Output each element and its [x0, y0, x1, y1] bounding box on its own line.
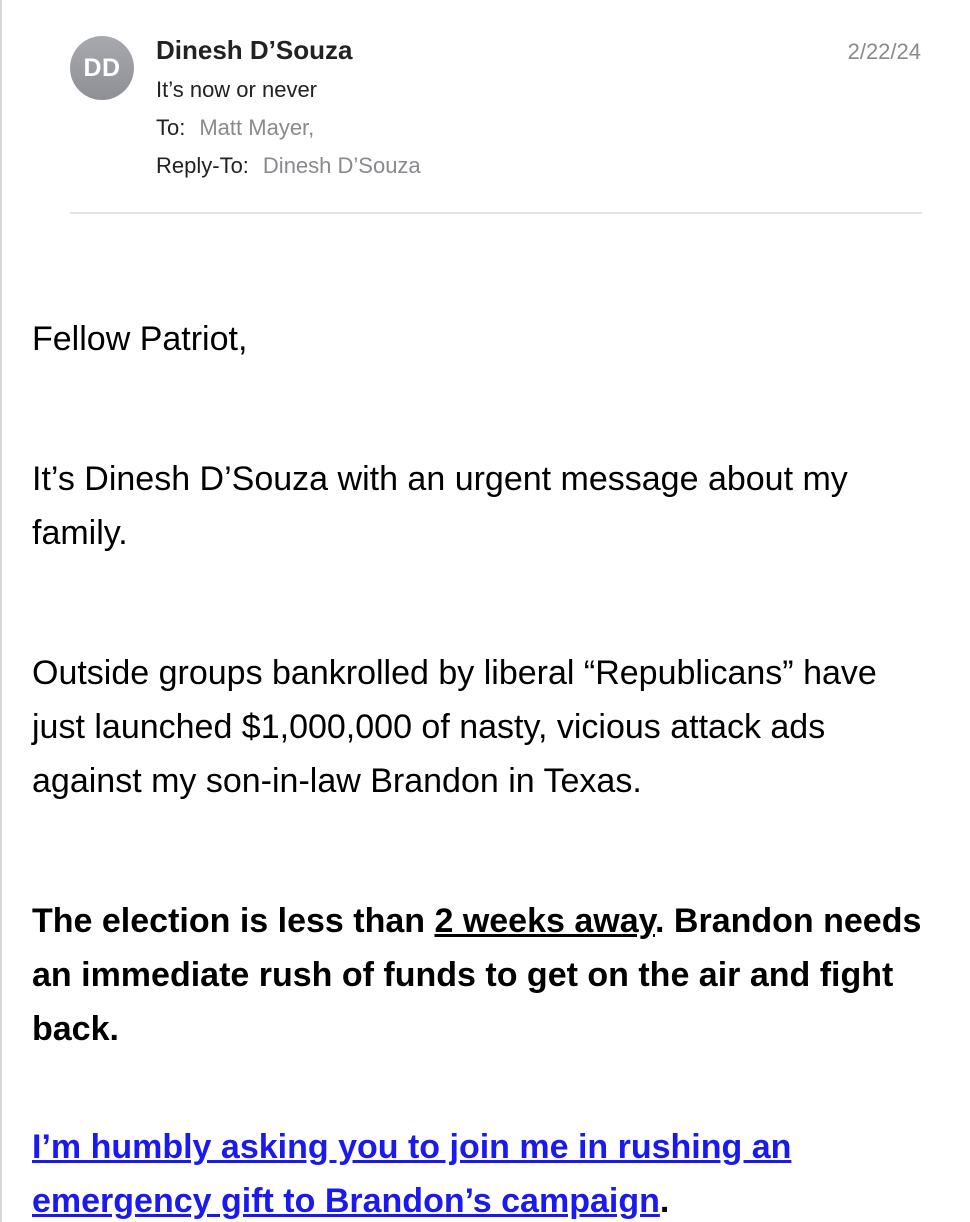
paragraph-3-text-start: The election is less than — [32, 902, 435, 940]
cta-paragraph — [32, 1120, 932, 1222]
reply-to-row — [156, 152, 421, 180]
email-subject: It’s now or never — [156, 77, 318, 102]
to-label: To: — [156, 115, 186, 140]
body-paragraph-2: Outside groups bankrolled by liberal “Republicans” have just launched $1,000,000 of nasty, vicious attack ads against my son-in-law Brandon in Texas. — [32, 654, 877, 800]
email-date: 2/22/24 — [847, 39, 921, 64]
body-paragraph-1: It’s Dinesh D’Souza with an urgent message about my family. — [32, 460, 848, 552]
to-row — [156, 114, 314, 142]
avatar: DD — [70, 36, 134, 100]
deadline-emphasis: 2 weeks away — [434, 902, 656, 940]
donate-link[interactable]: I’m humbly asking you to join me in rushing an emergency gift to Brandon’s campaign — [32, 1128, 792, 1220]
cta-period: . — [659, 1182, 670, 1220]
reply-to-address[interactable]: Dinesh D’Souza — [262, 153, 421, 178]
greeting: Fellow Patriot, — [32, 320, 248, 358]
header-divider — [70, 212, 922, 214]
reply-to-label: Reply-To: — [156, 153, 249, 178]
email-header — [0, 0, 970, 214]
paragraph-3-text-end: . Brandon needs an immediate rush of funds to get on the air and fight back. — [32, 902, 922, 1048]
body-paragraph-3 — [32, 894, 932, 1056]
sender-name[interactable]: Dinesh D’Souza — [156, 35, 353, 65]
email-body — [32, 312, 932, 1222]
to-recipient[interactable]: Matt Mayer, — [199, 115, 315, 140]
